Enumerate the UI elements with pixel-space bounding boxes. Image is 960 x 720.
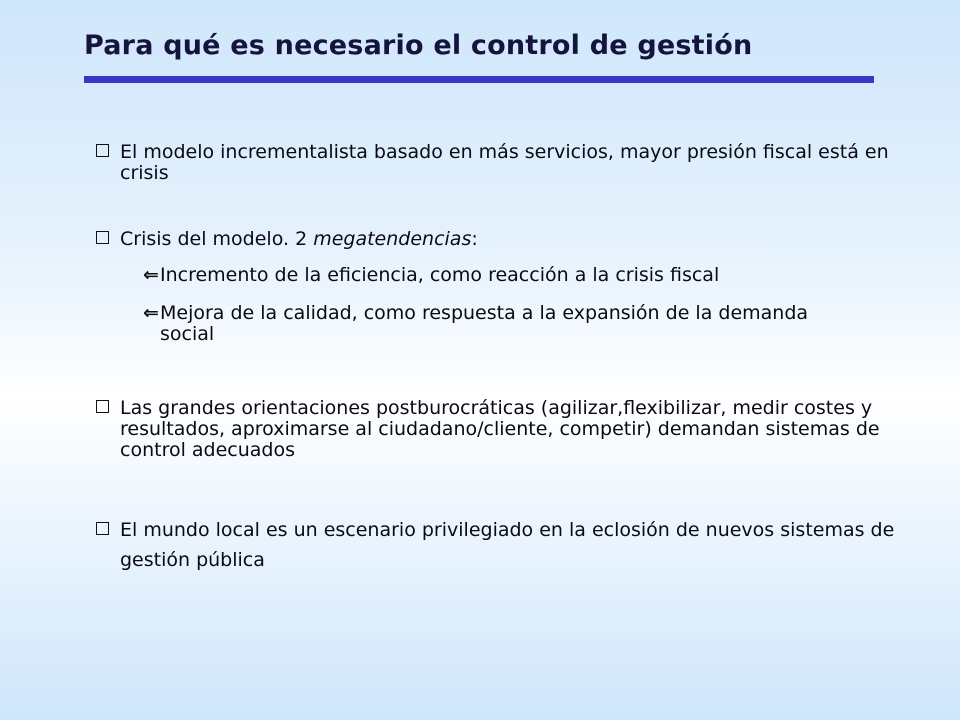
bullet-item-2 [96,229,906,250]
emphasis-megatendencias: megatendencias [313,228,472,250]
bullet-text-1: El modelo incrementalista basado en más servicios, mayor presión fiscal está en crisis [120,141,889,184]
left-arrow-icon: ⇐ [143,302,159,324]
bullet-item-1 [96,142,906,184]
bullet-text-2: Crisis del modelo. 2 megatendencias: [120,228,478,250]
sub-bullet-item-1 [143,265,863,286]
square-bullet-icon [96,144,109,157]
title-underline [84,76,874,83]
square-bullet-icon [96,231,109,244]
square-bullet-icon [96,522,109,535]
left-arrow-icon: ⇐ [143,264,159,286]
bullet-text-3: Las grandes orientaciones postburocráticas (agilizar,flexibilizar, medir costes y resultados, aproximarse al ciudadano/cliente, competir) demandan sistemas de control adecuados [120,397,880,461]
bullet-item-3 [96,398,906,461]
square-bullet-icon [96,400,109,413]
slide-title: Para qué es necesario el control de gestión [84,30,753,61]
bullet-item-4 [96,515,906,575]
sub-bullet-item-2 [143,303,863,345]
bullet-text-4: El mundo local es un escenario privilegiado en la eclosión de nuevos sistemas de gestión pública [120,519,895,571]
sub-bullet-text-2: Mejora de la calidad, como respuesta a la expansión de la demanda social [160,302,809,345]
sub-bullet-text-1: Incremento de la eficiencia, como reacción a la crisis fiscal [160,264,720,286]
